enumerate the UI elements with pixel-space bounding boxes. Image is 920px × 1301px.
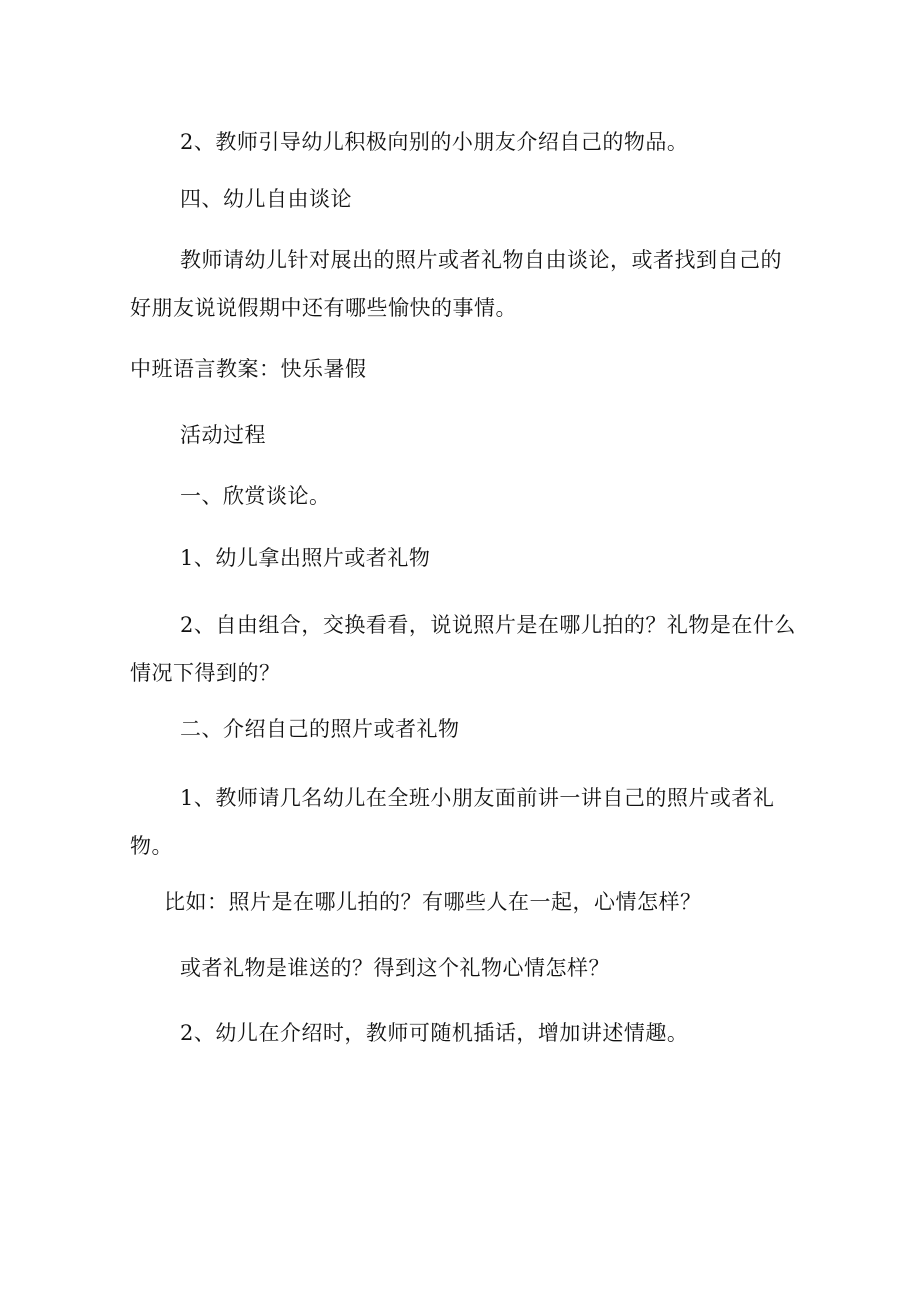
paragraph-line: 教师请幼儿针对展出的照片或者礼物自由谈论，或者找到自己的: [180, 248, 782, 272]
section-heading-activity-process: 活动过程: [180, 423, 266, 447]
section-heading-appreciate: 一、欣赏谈论。: [180, 484, 331, 508]
paragraph-free-discussion: [130, 236, 794, 332]
section-heading-free-discussion: 四、幼儿自由谈论: [180, 187, 352, 211]
example-line-gift-questions: 或者礼物是谁送的？得到这个礼物心情怎样？: [180, 956, 610, 980]
list-item-teacher-interjects: 2、幼儿在介绍时，教师可随机插话，增加讲述情趣。: [180, 1021, 689, 1045]
paragraph-teacher-invites: [130, 774, 794, 870]
list-item-introduce-items: 2、教师引导幼儿积极向别的小朋友介绍自己的物品。: [180, 130, 689, 154]
list-item-bring-photos: 1、幼儿拿出照片或者礼物: [180, 546, 431, 570]
lesson-title: 中班语言教案：快乐暑假: [130, 357, 367, 381]
paragraph-line: 1、教师请几名幼儿在全班小朋友面前讲一讲自己的照片或者礼: [180, 786, 775, 810]
section-heading-introduce-photos: 二、介绍自己的照片或者礼物: [180, 717, 460, 741]
paragraph-line: 情况下得到的？: [130, 661, 281, 685]
paragraph-free-grouping: [130, 601, 794, 697]
paragraph-line: 物。: [130, 834, 173, 858]
paragraph-line: 2、自由组合，交换看看，说说照片是在哪儿拍的？礼物是在什么: [180, 613, 796, 637]
paragraph-line: 好朋友说说假期中还有哪些愉快的事情。: [130, 296, 517, 320]
example-line-photo-questions: 比如：照片是在哪儿拍的？有哪些人在一起，心情怎样？: [164, 890, 702, 914]
